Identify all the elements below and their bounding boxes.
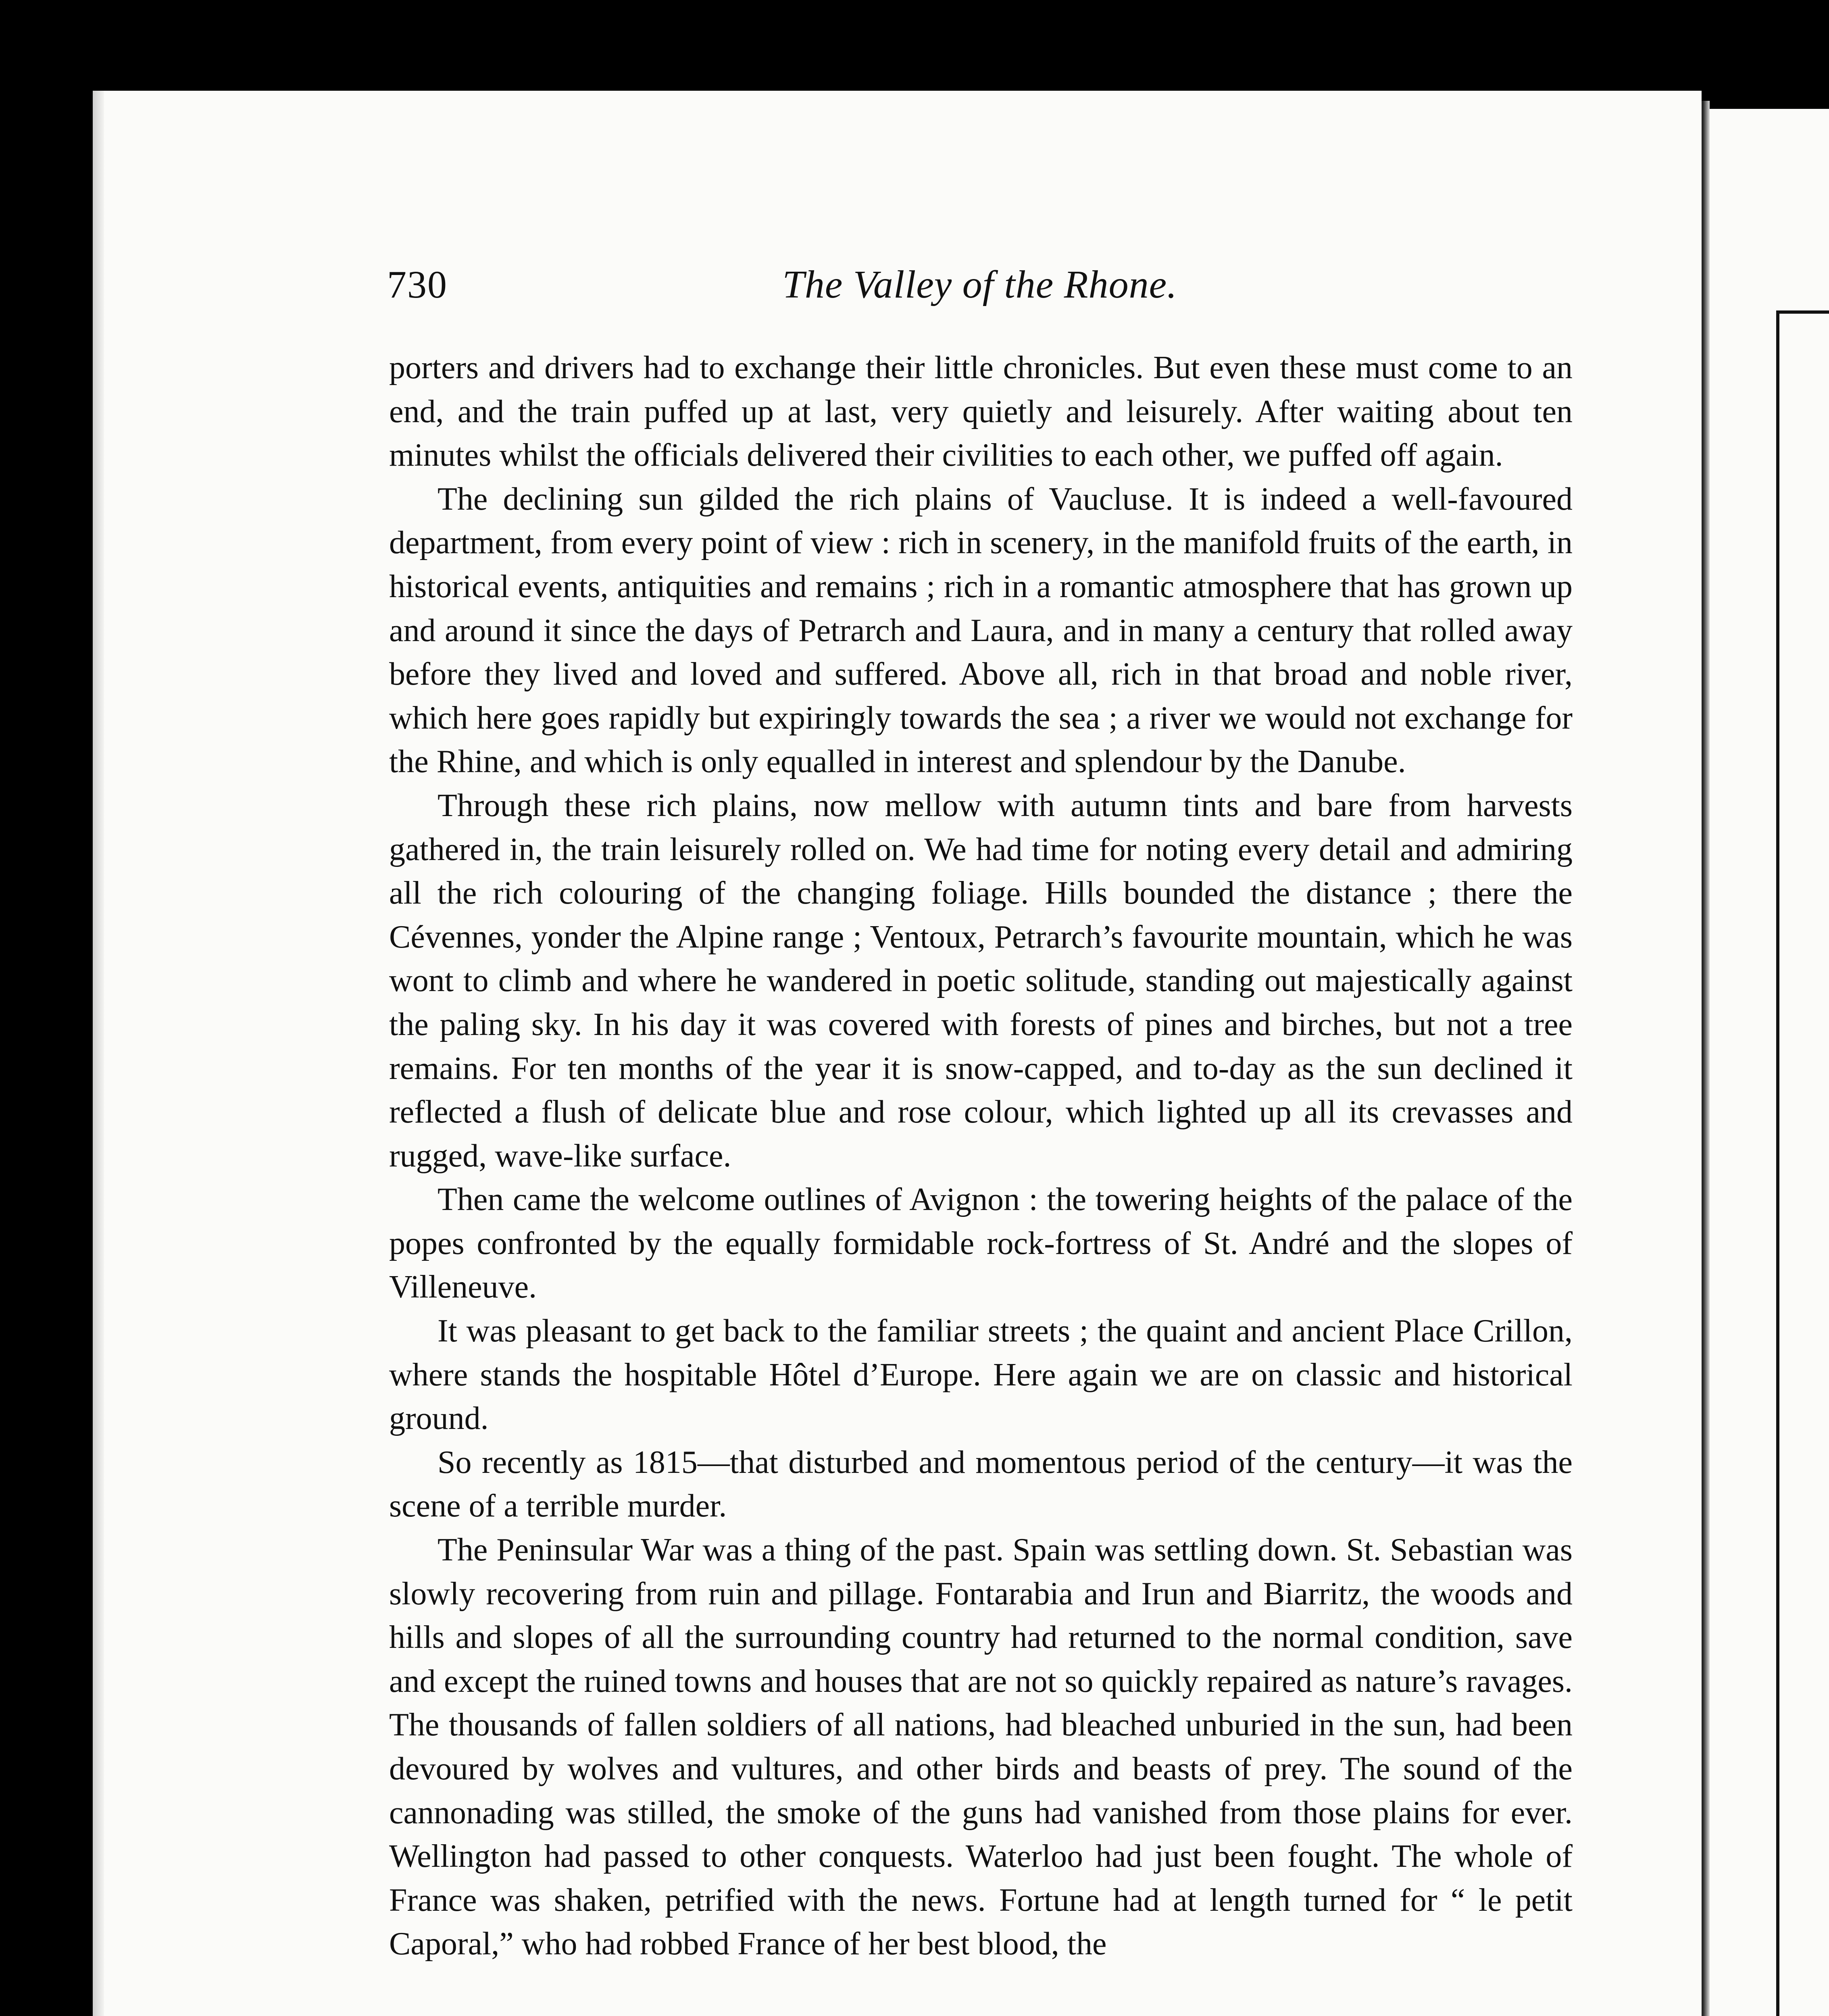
facing-page-edge [1702, 109, 1829, 2016]
running-title: The Valley of the Rhone. [782, 263, 1177, 306]
body-text [389, 346, 1573, 1966]
paragraph: So recently as 1815—that disturbed and momentous period of the century—it was the scene of a terrible murder. [389, 1444, 1573, 1524]
facing-page-border-left [1776, 310, 1779, 2016]
paragraph: Through these rich plains, now mellow with autumn tints and bare from harvests gathered in, the train leisurely rolled on. We had time for noting every detail and admiring all the rich colouring of the changing foliage. Hills bounded the distance ; there the Cévennes, yonder the Alpine range ; Ventoux, Petrarch’s favourite mountain, which he was wont to climb and where he wandered in poetic solitude, standing out majestically against the paling sky. In his day it was covered with forests of pines and birches, but not a tree remains. For ten months of the year it is snow-capped, and to-day as the sun declined it reflected a flush of delicate blue and rose colour, which lighted up all its crevasses and rugged, wave-like surface. [389, 787, 1573, 1174]
paragraph: The declining sun gilded the rich plains of Vaucluse. It is indeed a well-favoured department, from every point of view : rich in scenery, in the manifold fruits of the earth, in historical events, antiquities and remains ; rich in a romantic atmosphere that has grown up and around it since the days of Petrarch and Laura, and in many a century that rolled away before they lived and loved and suffered. Above all, rich in that broad and noble river, which here goes rapidly but expiringly towards the sea ; a river we would not exchange for the Rhine, and which is only equalled in interest and splendour by the Danube. [389, 481, 1573, 780]
page-binding-shadow [93, 91, 104, 2016]
paragraph: It was pleasant to get back to the familiar streets ; the quaint and ancient Place Crillon, where stands the hospitable Hôtel d’Europe. Here again we are on classic and historical ground. [389, 1313, 1573, 1437]
paragraph: porters and drivers had to exchange their little chronicles. But even these must come to an end, and the train puffed up at last, very quietly and leisurely. After waiting about ten minutes whilst the officials delivered their civilities to each other, we puffed off again. [389, 350, 1573, 473]
page-number: 730 [387, 263, 448, 306]
facing-page-border-top [1778, 310, 1829, 314]
paragraph: Then came the welcome outlines of Avignon : the towering heights of the palace of the popes confronted by the equally formidable rock-fortress of St. André and the slopes of Villeneuve. [389, 1182, 1573, 1305]
paragraph: The Peninsular War was a thing of the past. Spain was settling down. St. Sebastian was slowly recovering from ruin and pillage. Fontarabia and Irun and Biarritz, the woods and hills and slopes of all the surrounding country had returned to the normal condition, save and except the ruined towns and houses that are not so quickly repaired as nature’s ravages. The thousands of fallen soldiers of all nations, had bleached unburied in the sun, had been devoured by wolves and vultures, and other birds and beasts of prey. The sound of the cannonading was stilled, the smoke of the guns had vanished from those plains for ever. Wellington had passed to other conquests. Waterloo had just been fought. The whole of France was shaken, petrified with the news. Fortune had at length turned for “ le petit Caporal,” who had robbed France of her best blood, the [389, 1532, 1573, 1962]
page-header [387, 262, 1573, 310]
